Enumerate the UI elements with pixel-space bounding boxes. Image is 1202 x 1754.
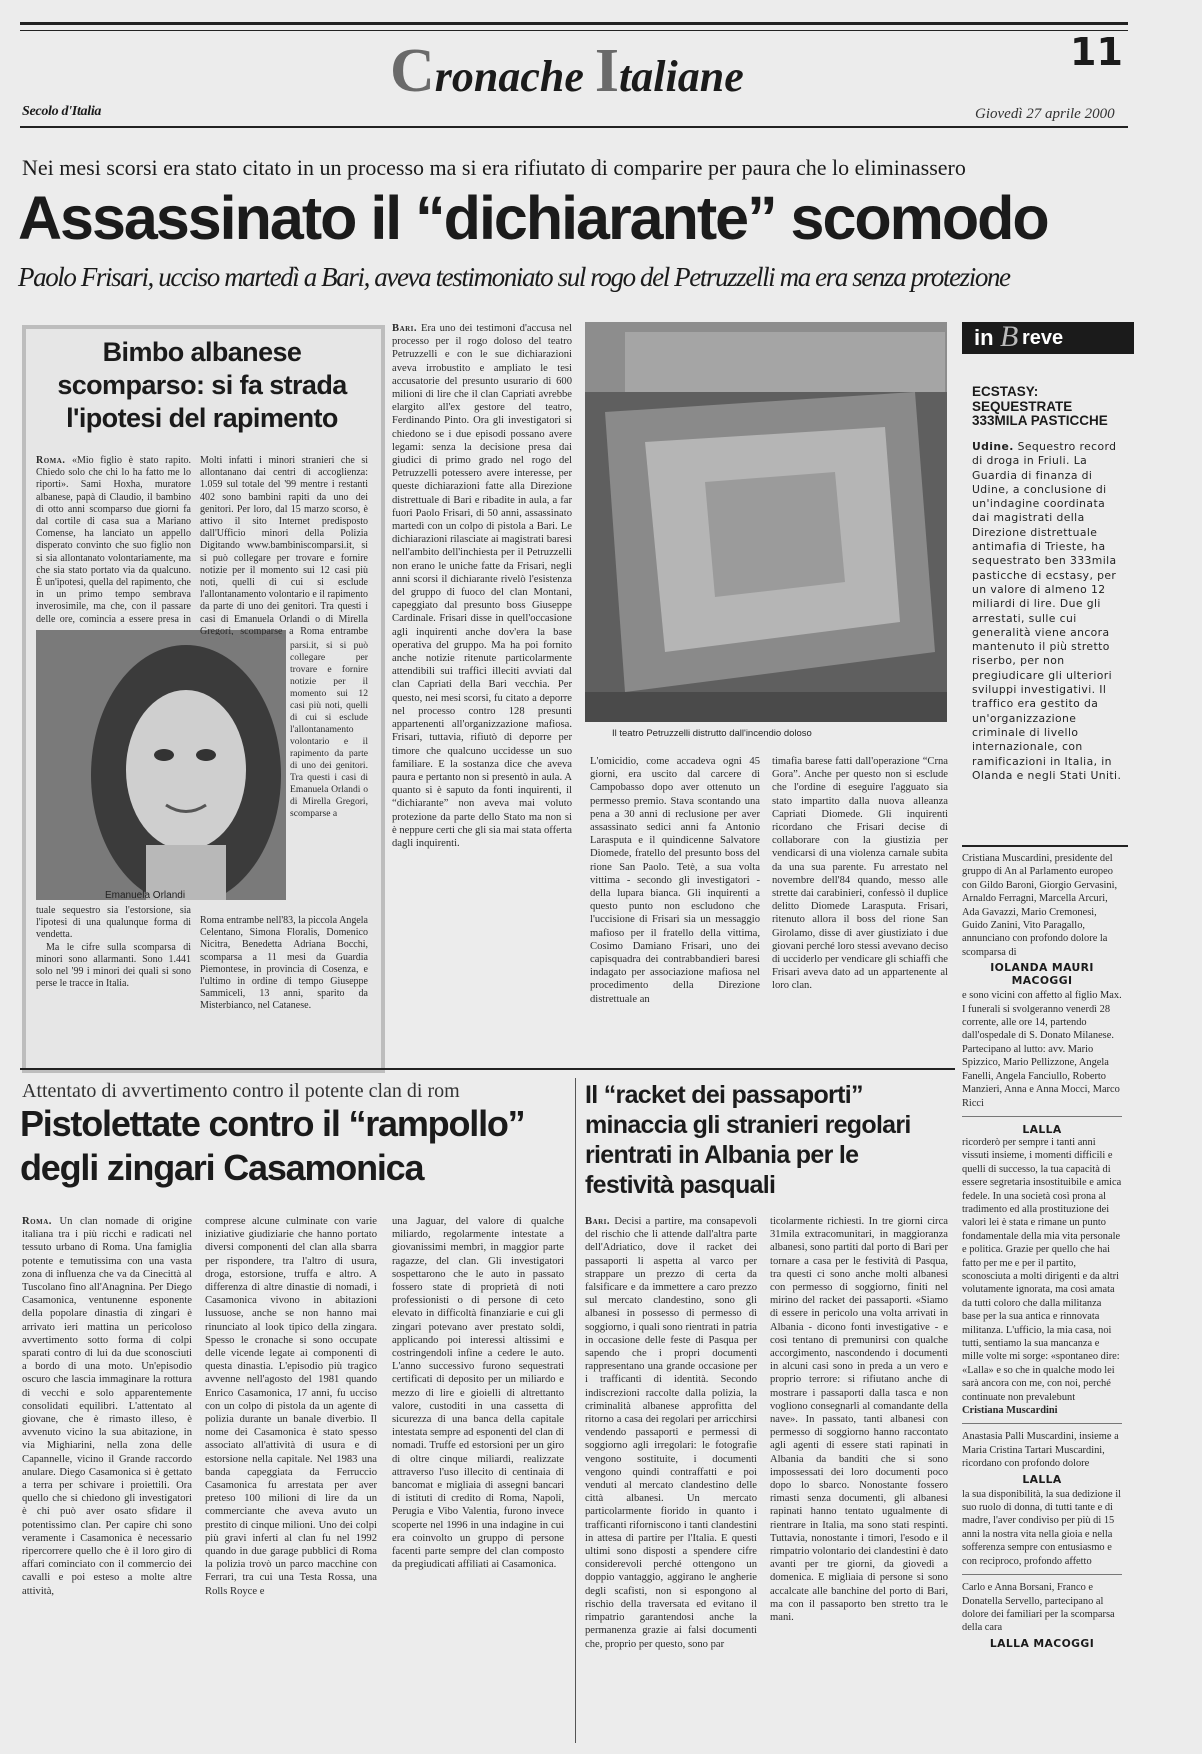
box-photo bbox=[36, 630, 286, 900]
notice2-text: ricorderò per sempre i tanti anni vissuti insieme, i momenti difficili e quelli di successo, la tua capacità di essere segretaria insostituibile e amica fedele. In una società così prona al tradimento ed alla prostituzione dei valori lei è stata e rimane un punto fondamentale della mia vita personale e politica. Grazie per quello che hai fatto per me e per il partito, sconosciuta a molti dirigenti e da altri volutamente ignorata, ma così amata da tutti coloro che dalla militanza base per la sua antica e rinnovata militanza. L'ufficio, la mia casa, noi tutti, sentiamo la sua mancanza e mille volte mi sorge: «spontaneo dire: «Lalla» e so che in qualche modo lei sarà ancora con me, con noi, perché continuate non prevalebunt bbox=[962, 1136, 1122, 1403]
lead-col2-text: L'omicidio, come accadeva ogni 45 giorni, era uscito dal carcere di Campobasso dopo aver ottenuto un permesso premio. Stava scontando una pena a 30 anni di reclusione per aver assassinato sedici anni fa Antonio Larasputa e il quindicenne Salvatore Diomede, fratello del presunto boss del rione San Paolo. Tetè, a sua volta vittima - secondo gli investigatori - della lupara bianca. Gli inquirenti a questo punto non escludono che l'uccisione di Frisari sia un messaggio mafioso per il fratello della vittima, Cosimo Damiano Frisari, uno dei capisquadra dei contrabbandieri baresi indagato per associazione mafiosa nel procedimento della Direzione distrettuale an bbox=[590, 756, 760, 1005]
section-title-part2: taliane bbox=[619, 52, 744, 101]
inbreve-logo-rest: reve bbox=[1022, 327, 1064, 349]
lead-dateline: Bari. bbox=[392, 323, 418, 334]
sidebar-dateline: Udine. bbox=[972, 440, 1014, 453]
notice4-name: LALLA MACOGGI bbox=[989, 1636, 1095, 1650]
section-title-initial-c: C bbox=[390, 37, 435, 105]
top-rule bbox=[20, 22, 1128, 25]
notice-separator-3 bbox=[962, 1574, 1122, 1575]
newspaper-name: Secolo d'Italia bbox=[22, 104, 102, 119]
lead-photo bbox=[585, 322, 947, 722]
inbreve-logo-in: in bbox=[974, 325, 994, 350]
sidebar-headline: ECSTASY: SEQUESTRATE 333MILA PASTICCHE bbox=[972, 384, 1108, 428]
lead-photo-caption: Il teatro Petruzzelli distrutto dall'incendio doloso bbox=[612, 728, 812, 739]
lead-col1-text: Era uno dei testimoni d'accusa nel processo per il rogo doloso del teatro Petruzzelli e con le sue dichiarazioni aveva irrobustito e ampliato le tesi accusatorie del presunto usurario di 600 milioni di lire che il clan Capriati avrebbe elargito all'ex gestore del teatro, Ferdinando Pinto. Ora gli investigatori si chiedono se i due episodi possano avere legami: senza la decisione presa dai giudici di primo grado nel rogo del Petruzzelli potessero avere interesse, per queste dichiarazioni fatte alla Direzione distrettuale di Bari e ribadite in aula, a far fuori Paolo Frisari, di 50 anni, assassinato martedì con un colpo di pistola a Bari. Le dichiarazioni rilasciate ai magistrati baresi nell'ambito dell'inchiesta per il Petruzzelli non erano le uniche fatte da Frisari, negli anni scorsi il dichiarante rivelò l'esistenza del gruppo di fuoco del clan Montani, capeggiato dal presunto boss Giuseppe Cardinale. Frisari disse in quell'occasione agli inquirenti anche dov'era la base operativa del gruppo. Ma ha poi fornito anche notizie ritenute particolarmente attendibili sui traffici illeciti avviati dal clan Capriati della Bari vecchia. Per questo, nei mesi scorsi, fu citato a deporre nel processo contro 128 presunti appartenenti all'organizzazione mafiosa. Frisari, tuttavia, rifiutò di deporre per timore che qualcuno uccidesse un suo familiare. E la sostanza dice che aveva paura e pertanto non si presentò in aula. A quanto si è saputo da fonti inquirenti, il “dichiarante” non aveva mai voluto protezione da parte dello Stato ma non si è neppure certi che gli sia mai stata offerta dagli inquirenti. bbox=[392, 323, 572, 849]
lead-text-col2 bbox=[590, 755, 760, 1057]
top-rule-thin bbox=[20, 30, 1128, 31]
notice-separator-2 bbox=[962, 1423, 1122, 1424]
notice3-text2: la sua disponibilità, la sua dedizione il suo ruolo di donna, di tutti tante e di madre, l'aver condiviso per più di 15 anni la nostra vita nella gioia e nella sofferenza sempre con entusiasmo e con reciproco, profondo affetto bbox=[962, 1488, 1122, 1567]
notice3-name: LALLA bbox=[1022, 1472, 1062, 1486]
rom-dateline: Roma. bbox=[22, 1216, 52, 1227]
box-text-b: Molti infatti i minori stranieri che si allontanano dai centri di accoglienza: 1.059 sul totale del '99 mentre i restanti 402 sono bambini rapiti da uno dei genitori. Per loro, dal 15 marzo scorso, è attivo il sito Internet predisposto dall'Ufficio minori della Polizia Digitando www.bambiniscomparsi.it, si si può collegare per trovare e fornire notizie per il momento sui 12 casi più noti, quelli di cui si esclude l'allontanamento volontario e il rapimento da parte di uno dei genitori. Tra questi i casi di Emanuela Orlandi o di Mirella Gregori, scomparse a Roma entrambe bbox=[200, 455, 368, 635]
story-divider bbox=[575, 1078, 576, 1743]
notice-separator-1 bbox=[962, 1116, 1122, 1117]
sidebar-body: Sequestro record di droga in Friuli. La Guardia di finanza di Udine, a conclusione di un'indagine coordinata dai magistrati della Direzione distrettuale antimafia di Trieste, ha sequestrato ben 333mila pasticche di ecstasy, per un valore di almeno 12 miliardi di lire. Due gli arrestati, sulle cui generalità viene ancora mantenuto il più stretto riserbo, per non pregiudicare gli ulteriori sviluppi investigativi. Il traffico era gestito da un'organizzazione criminale di livello internazionale, con ramificazioni in Italia, in Olanda e negli Stati Uniti. bbox=[972, 440, 1122, 782]
lead-headline: Assassinato il “dichiarante” scomodo bbox=[18, 184, 1048, 252]
notice2-name: LALLA bbox=[1022, 1122, 1062, 1136]
box-text-col1 bbox=[36, 455, 191, 625]
lead-subhead: Paolo Frisari, ucciso martedì a Bari, aveva testimoniato sul rogo del Petruzzelli ma era senza protezione bbox=[18, 262, 1010, 292]
box-text-col2-bottom: Roma entrambe nell'83, la piccola Angela Celentano, Simona Floralis, Domenico Nicitra, Benedetta Adriana Bocchi, scomparsa a 11 mesi da Guardia Piemontese, in provincia di Cosenza, e l'ultimo in ordine di tempo Giuseppe Sammiceli, 13 anni, sparito da Misterbianco, nel Catanese. bbox=[200, 915, 368, 1012]
notice4-text: Carlo e Anna Borsani, Franco e Donatella Servello, partecipano al dolore dei familiari per la scomparsa della cara bbox=[962, 1582, 1115, 1634]
notice1-text: Cristiana Muscardini, presidente del gruppo di An al Parlamento europeo con Gildo Baroni, Giorgio Gervasini, Arnaldo Ferragni, Marcella Arcuri, Ada Gavazzi, Mario Cremonesi, Guido Zanini, Vito Paragallo, annunciano con profondo dolore la scomparsa di bbox=[962, 853, 1118, 958]
albania-text-col2 bbox=[770, 1215, 948, 1745]
theatre-ruins-illustration bbox=[585, 322, 947, 722]
section-title bbox=[390, 36, 744, 106]
lead-kicker: Nei mesi scorsi era stato citato in un processo ma si era rifiutato di comparire per paura che lo eliminassero bbox=[22, 155, 966, 180]
masthead-bottom-rule bbox=[20, 126, 1128, 128]
box-text-a: «Mio figlio è stato rapito. Chiedo solo che chi lo ha fatto me lo riporti». Sami Hoxha, muratore albanese, papà di Claudio, il bambino di otto anni scomparso due giorni fa dal cortile di casa sua a Mariano Comense, ha lanciato un appello disperato convinto che suo figlio non si sia allontanato volontariamente, ma che sia stato portato via da qualcuno. È un'ipotesi, quella del rapimento, che in un primo tempo sembrava inverosimile, ma che, con il passare delle ore, comincia a essere presa in bbox=[36, 455, 191, 625]
middle-rule bbox=[20, 1068, 955, 1070]
rom-col3-text: una Jaguar, del valore di qualche miliardo, regolarmente intestate a giovanissimi membri, in maggior parte ragazze, del clan. Gli investigatori sospettarono che le auto in passato fossero state di proprietà di noti professionisti o di persone di ceto elevato in difficoltà finanziarie e cui gli zingari potevano aver prestato soldi, applicando poi interessi altissimi e costringendoli infine a cedere le auto. L'anno successivo furono sequestrati certificati di deposito per un miliardo e mezzo di lire e gioielli di altrettanto valore, custoditi in una cassetta di sicurezza di una banca della capitale intestata sempre ad esponenti del clan di nomadi. Truffe ed estorsioni per un giro di oltre cinque miliardi, realizzate attraverso l'uso illecito di centinaia di bancomat e migliaia di assegni bancari di istituti di credito di Roma, Napoli, Perugia e Vibo Valentia, furono invece scoperte nel 1996 in una indagine in cui era coinvolto un gruppo di persone facenti parte sempre del clan composto da pregiudicati affiliati ai Casamonica. bbox=[392, 1216, 564, 1571]
box-dateline: Roma. bbox=[36, 455, 66, 466]
rom-kicker: Attentato di avvertimento contro il potente clan di rom bbox=[22, 1080, 460, 1102]
page-number: 11 bbox=[1070, 30, 1123, 74]
issue-date: Giovedì 27 aprile 2000 bbox=[975, 106, 1115, 122]
sidebar-text bbox=[972, 440, 1122, 832]
albania-col2-text: ticolarmente richiesti. In tre giorni circa 31mila extracomunitari, in maggioranza albanesi, sono partiti dal porto di Bari per tornare a casa per le festività di Pasqua, tra questi ci sono anche molti albanesi con permesso di soggiorno, finiti nel mirino del racket dei passaporti. «Siamo di essere in pericolo una volta arrivati in Albania - dicono fonti investigative - e così tentano di premunirsi con qualche accorgimento, nascondendo i documenti in alcuni casi sono in preda a un vero e proprio terrore: si rifiutano anche di mostrare i passaporti dalla tasca e non vogliono consegnarli al comandante della nave». In passato, tanti albanesi con permesso di soggiorno hanno raccontato agli agenti di essere stati rapinati in Albania da banditi che si sono impossessati dei loro documenti poco dopo lo sbarco. Nonostante fossero rimasti senza documenti, gli albanesi rapinati hanno tentato ugualmente di rientrare in Italia, ma sono stati respinti. Tuttavia, nonostante i timori, l'esodo e il rimpatrio volontario dei clandestini è dato avanti per tre giorni, da giovedì a domenica. E migliaia di persone si sono accalcate alle banchine del porto di Bari, ma con il passaporto ben stretto tra le mani. bbox=[770, 1216, 948, 1624]
sidebar-bottom-rule bbox=[962, 845, 1128, 847]
section-title-part1: ronache bbox=[434, 52, 595, 101]
box-text-col2-narrow: parsi.it, si si può collegare per trovare e fornire notizie per il momento sui 12 casi più noti, quelli di cui si esclude l'allontanamento volontario e il rapimento da parte di uno dei genitori. Tra questi i casi di Emanuela Orlandi o di Mirella Gregori, scomparse a bbox=[290, 640, 368, 819]
rom-text-col2 bbox=[205, 1215, 377, 1745]
rom-headline: Pistolettate contro il “rampollo” degli zingari Casamonica bbox=[20, 1103, 525, 1188]
inbreve-logo bbox=[962, 322, 1134, 354]
lead-col3-text: timafia barese fatti dall'operazione “Crna Gora”. Anche per questo non si esclude che l'ordine di eseguire l'agguato sia stato impartito dalla nuova alleanza Capriati Diomede. Gli inquirenti ricordano che Frisari decise di collaborare con la giustizia per vendicarsi di una violenza carnale subita da una sua parente. Fu arrestato nel novembre dell'84 quando, messo alle strette dai carabinieri, confessò il duplice delitto Diomede Larasputa. Frisari, ritenuto allora il boss del rione San Girolamo, disse di aver giustiziato i due giovani perché loro stessi avevano deciso di ucciderlo per vendicare gli schiaffi che Frisari aveva dato ad un appartenente al loro clan. bbox=[772, 756, 948, 992]
rom-col2-text: comprese alcune culminate con varie iniziative giudiziarie che hanno portato diversi componenti del clan alla sbarra per rispondere, tra l'altro di usura, droga, estorsione, truffa e altro. A differenza di altre dinastie di nomadi, i Casamonica vivono in abitazioni lussuose, anche se non hanno mai rinunciato al look tipico della zingara. Spesso le cronache si sono occupate delle vicende legate ai componenti di questa dinastia. L'episodio più tragico avvenne nell'agosto del 1981 quando Enrico Casamonica, 17 anni, fu ucciso con un colpo di pistola da un agente di polizia durante un banale diverbio. Il nome dei Casamonica è stato spesso associato all'attività di usura e di estorsione nella capitale. Nel 1983 una banda capeggiata da Ferruccio Casamonica fu arrestata per aver preteso 100 milioni di lire da un commerciante che aveva avuto un prestito di cinque milioni. Uno dei colpi più gravi inferti al clan fu nel 1992 quando in due garage pubblici di Roma la polizia trovò un parco macchine con Ferrari, tra cui una Testa Rossa, una Rolls Royce e bbox=[205, 1216, 377, 1597]
section-title-initial-i: I bbox=[594, 37, 620, 105]
lead-text-col1 bbox=[392, 322, 572, 1057]
box-text-col2 bbox=[200, 455, 368, 635]
albania-headline: Il “racket dei passaporti” minaccia gli stranieri regolari rientrati in Albania per le festività pasquali bbox=[585, 1081, 911, 1199]
notice3-text: Anastasia Palli Muscardini, insieme a Maria Cristina Tartari Muscardini, ricordano con profondo dolore bbox=[962, 1431, 1119, 1470]
notice1-text2: e sono vicini con affetto al figlio Max. I funerali si svolgeranno venerdì 28 corrente, alle ore 14, partendo dall'ospedale di S. Donato Milanese. Partecipano al lutto: avv. Mario Spizzico, Mario Pellizzone, Angela Fanelli, Angela Fanciullo, Roberto Manzieri, Anna e Anna Mocci, Marco Ricci bbox=[962, 990, 1122, 1109]
rom-text-col3 bbox=[392, 1215, 564, 1745]
lead-text-col3 bbox=[772, 755, 948, 1057]
rom-text-col1 bbox=[22, 1215, 192, 1745]
albania-text-col1 bbox=[585, 1215, 757, 1745]
portrait-illustration bbox=[36, 630, 286, 900]
albania-dateline: Bari. bbox=[585, 1216, 611, 1227]
notices-column bbox=[962, 852, 1122, 1752]
rom-col1-text: Un clan nomade di origine italiana tra i più ricchi e radicati nel tessuto urbano di Roma. Una famiglia potente e temutissima con una vasta zona di influenza che va da Cinecittà al Tuscolano fino all'Anagnina. Per Diego Casamonica, ventunenne esponente della popolare dinastia di zingari è arrivato ieri mattina un pericoloso avvertimento sotto forma di colpi sparati contro di lui da due sconosciuti a bordo di una moto. Un'episodio oscuro che lascia immaginare la rottura di vecchi e solo apparentemente consolidati equilibri. L'attentato al giovane, che è rimasto illeso, è avvenuto vicino la sua abitazione, in via Mighiarini, nella zona delle Capannelle, vicino il Grande raccordo anulare. Diego Casamonica si è gettato a terra per schivare i proiettili. Ora quello che si chiedono gli investigatori è chi può aver osato sfidare il potentissimo clan. Per capire chi sono veramente i Casamonica è necessario ripercorrere quello che è il loro giro di affari cominciato con il commercio dei cavalli e poi esteso a molte altre attività, bbox=[22, 1216, 192, 1597]
notice1-name: IOLANDA MAURI MACOGGI bbox=[990, 961, 1094, 988]
inbreve-logo-b: B bbox=[1000, 320, 1019, 353]
albania-col1-text: Decisi a partire, ma consapevoli del rischio che li attende dall'altra parte dell'Adriatico, dove il racket dei passaporti li aspetta al varco per strappare un prezzo di certa da falsificare e da immettere a caro prezzo sul mercato clandestino, sono gli albanesi in possesso di permesso di soggiorno, i quali sono rientrati in patria in occasione delle feste di Pasqua per sapendo che i propri documenti rappresentano una grande occasione per i trafficanti di identità. Secondo indiscrezioni raccolte dalla polizia, la criminalità albanese approfitta del ritorno a casa dei regolari per arricchirsi vendendo passaporti e permessi di soggiorno agli irregolari: le fotografie vengono sostituite, i documenti vengono quindi contraffatti e poi venduti al mercato clandestino delle città albanesi. Un mercato particolarmente fiorido in quanto i trafficanti riforniscono i tanti clandestini in attesa di partire per l'Italia. E questi ultimi sono disposti a spendere cifre considerevoli perché ottengono un doppio vantaggio, aggirano le angherie degli scafisti, non si espongono al rischio della traversata ed evitano il rimpatrio garantendosi anche la permanenza grazie ai falsi documenti che, proprio per questo, sono par bbox=[585, 1216, 757, 1650]
box-headline: Bimbo albanese scomparso: si fa strada l'ipotesi del rapimento bbox=[57, 337, 347, 433]
box-text-col1-bottom: tuale sequestro sia l'estorsione, sia l'ipotesi di una qualunque forma di vendetta. Ma le cifre sulla scomparsa di minori sono allarmanti. Sono 1.441 solo nel '99 i minori dei quali si sono perse le tracce in Italia. bbox=[36, 905, 191, 990]
notice2-signature: Cristiana Muscardini bbox=[962, 1405, 1058, 1417]
box-photo-caption: Emanuela Orlandi bbox=[105, 890, 186, 901]
